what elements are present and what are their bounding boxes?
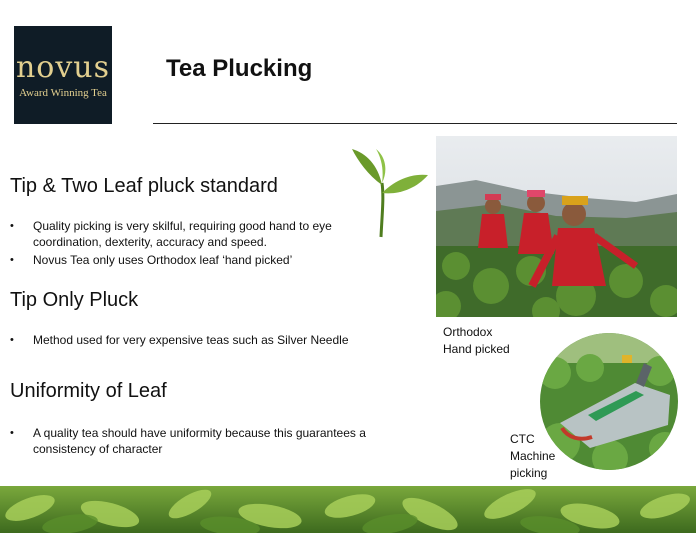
bullet-item: • Novus Tea only uses Orthodox leaf ‘hand picked’ — [10, 252, 390, 268]
section-heading-uniformity: Uniformity of Leaf — [10, 380, 167, 402]
tea-sprig-image — [348, 145, 432, 240]
caption-line: CTC — [510, 432, 535, 446]
caption-line: Hand picked — [443, 342, 510, 356]
logo-wordmark: novus — [15, 50, 111, 85]
orthodox-hand-picking-photo — [436, 136, 677, 317]
bullet-list-uniformity — [10, 425, 410, 459]
caption-line: Orthodox — [443, 325, 493, 339]
novus-logo — [14, 26, 112, 124]
bullet-item: • Quality picking is very skilful, requiring good hand to eye coordination, dexterity, accuracy and speed. — [10, 218, 390, 250]
section-heading-tip-two-leaf: Tip & Two Leaf pluck standard — [10, 175, 278, 197]
caption-line: picking — [510, 466, 548, 480]
logo-tagline: Award Winning Tea — [19, 87, 107, 99]
ctc-caption — [510, 431, 580, 482]
bullet-item: • A quality tea should have uniformity because this guarantees a consistency of character — [10, 425, 410, 457]
section-heading-tip-only: Tip Only Pluck — [10, 289, 139, 311]
title-divider — [153, 123, 677, 124]
slide-title: Tea Plucking — [166, 55, 313, 82]
bullet-list-tip-two-leaf — [10, 218, 390, 270]
orthodox-caption — [443, 324, 563, 358]
caption-line: Machine — [510, 449, 556, 463]
tea-leaf-banner-image — [0, 486, 696, 533]
bullet-list-tip-only — [10, 332, 410, 350]
bullet-item: • Method used for very expensive teas such as Silver Needle — [10, 332, 410, 348]
